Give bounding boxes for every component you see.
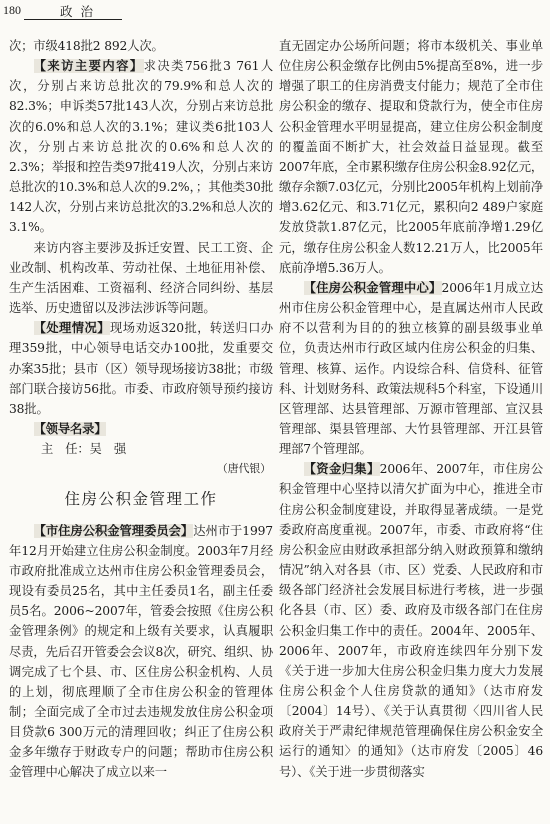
page-header xyxy=(0,0,550,22)
paragraph-text: 2006年1月成立达州市住房公积金管理中心，是直属达州市人民政府不以营利为目的的独立核算的副县级事业单位，负责达州市行政区域内住房公积金的归集、管理、核算、运作。内设综合科、信贷科、征管科、计划财务科、政策法规科5个科室，下设通川区管理部、达县管理部、万源市管理部、宣汉县管理部、渠县管理部、大竹县管理部、开江县管理部7个管理部。 xyxy=(279,280,543,457)
paragraph: 直无固定办公场所问题；将市本级机关、事业单位住房公积金缴存比例由5%提高至8%，进一步增强了职工的住房消费支付能力；规范了全市住房公积金的缴存、提取和贷款行为，使全市住房公积金管理水平明显提高，建立住房公积金制度的覆盖面不断扩大，社会效益日益显现。截至2007年底，全市累积缴存住房公积金8.92亿元，缴存余额7.03亿元，分别比2005年机构上划前净增3.62亿元、和3.71亿元，累积向2 489户家庭发放贷款1.87亿元，比2005年底前净增1.29亿元，缴存住房公积金人数12.21万人，比2005年底前净增5.36万人。 xyxy=(279,39,543,275)
right-column xyxy=(279,36,543,782)
paragraph-text: 达州市于1997年12月开始建立住房公积金制度。2003年7月经市政府批准成立达州市住房公积金管理委员会，现设有委员25名，其中主任委员1名，副主任委员5名。2006~2007年，管委会按照《住房公积金管理条例》的规定和上级有关要求，认真履职尽责，先后召开管委会会议8次，研究、组织、协调完成了七个县、市、区住房公积金机构、人员的上划，彻底理顺了全市住房公积金的管理体制；全面完成了全市过去违规发放住房公积金项目贷款6 300万元的清理回收；纠正了住房公积金多年缴存于财政专户的问题；帮助市住房公积金管理中心解决了成立以来一 xyxy=(9,523,273,780)
paragraph-text: 现场劝返320批，转送归口办理359批，中心领导电话交办100批，发重要交办案35批；县市（区）领导现场接访38批；市级部门联合接访56批。市委、市政府领导预约接访38批。 xyxy=(9,321,273,416)
header-rule xyxy=(24,19,122,20)
entry-heading: 【资金归集】 xyxy=(303,462,380,477)
paragraph-text: 2006年、2007年，市住房公积金管理中心坚持以清欠扩面为中心，推进全市住房公积金制度建设，并取得显著成绩。一是党委政府高度重视。2007年，市委、市政府将“住房公积金应由财政承担部分纳入财政预算和缴纳情况”纳入对各县（市、区）党委、人民政府和市级各部门经济社会发展目标进行考核，进一步强化各县（市、区）委、政府及市级各部门在住房公积金归集工作中的责任。2004年、2005年、2006年、2007年，市政府连续四年分别下发《关于进一步加大住房公积金归集力度大力发展住房公积金个人住房贷款的通知》（达市府发〔2004〕14号）、《关于认真贯彻〈四川省人民政府关于严肃纪律规范管理确保住房公积金安全运行的通知〉的通知》（达市府发〔2005〕46号）、《关于进一步贯彻落实 xyxy=(279,462,543,779)
paragraph-funding xyxy=(279,459,543,782)
entry-heading: 【住房公积金管理中心】 xyxy=(303,280,442,295)
paragraph: 次；市级418批2 892人次。 xyxy=(9,39,164,53)
paragraph-visit-content xyxy=(9,56,273,237)
page-number: 180 xyxy=(3,3,21,17)
entry-heading: 【来访主要内容】 xyxy=(33,59,144,74)
author-credit: （唐代银） xyxy=(216,462,271,476)
section-title: 政治 xyxy=(60,4,102,19)
paragraph: 来访内容主要涉及拆迁安置、民工工资、企业改制、机构改革、劳动社保、土地征用补偿、生产生活困难、工资福利、经济合同纠纷、基层选举、历史遗留以及涉法涉诉等问题。 xyxy=(9,240,273,316)
leader-line: 主 任：吴 强 xyxy=(40,442,126,457)
entry-heading: 【处理情况】 xyxy=(33,321,110,336)
leaders-heading-row xyxy=(9,419,273,439)
paragraph-center xyxy=(279,278,543,459)
section-heading: 住房公积金管理工作 xyxy=(64,490,218,509)
paragraph-text: 求决类756批3 761人次，分别占来访总批次的79.9%和总人次的82.3%；申诉类57批143人次，分别占来访总批次的6.0%和总人次的3.1%；建议类6批103人次，分别占来访总批次的0.6%和总人次的2.3%；举报和控告类97批419人次，分别占来访总批次的10.3%和总人次的9.2%，；其他类30批142人次，分别占来访总批次的3.2%和总人次的3.1%。 xyxy=(9,59,273,235)
paragraph-committee xyxy=(9,521,273,783)
paragraph-handling xyxy=(9,318,273,419)
entry-heading: 【市住房公积金管理委员会】 xyxy=(33,523,194,538)
left-column xyxy=(9,36,273,783)
entry-heading: 【领导名录】 xyxy=(33,421,107,436)
